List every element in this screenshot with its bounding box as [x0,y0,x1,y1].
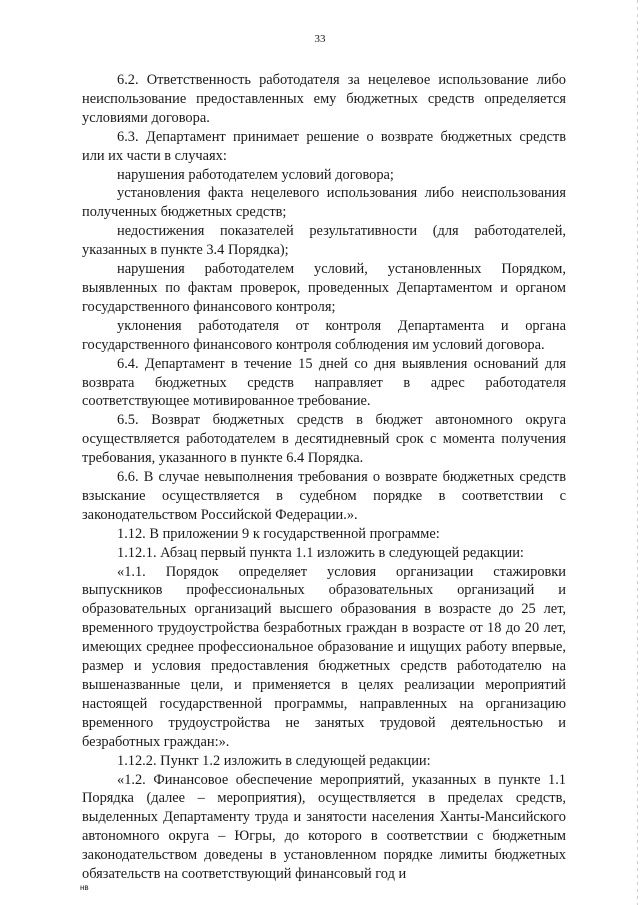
document-body [82,71,566,884]
paragraph-6-2: 6.2. Ответственность работодателя за нецелевое использование либо неиспользование предоставленных ему бюджетных средств определяется условиями договора. [82,72,566,126]
scan-edge [637,0,638,905]
footer-initials: нв [80,883,89,892]
paragraph-1-1-quote: «1.1. Порядок определяет условия организации стажировки выпускников профессиональных образовательных организаций и образовательных организаций высшего образования в возрасте до 25 лет, временного трудоустройства безработных граждан в возрасте от 18 до 20 лет, имеющих среднее профессиональное образование и ищущих работу впервые, размер и условия предоставления бюджетных средств работодателю на вышеназванные цели, и применяется в целях реализации мероприятий настоящей государственной программы, направленных на организацию временного трудоустройства не занятых трудовой деятельностью и безработных граждан:». [82,563,566,750]
page-number: 33 [314,33,326,45]
paragraph-1-2-quote: «1.2. Финансовое обеспечение мероприятий, указанных в пункте 1.1 Порядка (далее – мероприятия), осуществляется в пределах средств, выделенных Департаменту труда и занятости населения Ханты-Мансийского автономного округа – Югры, до которого в соответствии с бюджетным законодательством доведены в установленном порядке лимиты бюджетных обязательств на соответствующий финансовый год и [82,771,566,883]
paragraph-6-6: 6.6. В случае невыполнения требования о возврате бюджетных средств взыскание осуществляется в судебном порядке в соответствии с законодательством Российской Федерации.». [82,469,566,523]
paragraph-1-12-1: 1.12.1. Абзац первый пункта 1.1 изложить в следующей редакции: [117,544,524,561]
list-item-evasion-control: уклонения работодателя от контроля Департамента и органа государственного финансового контроля соблюдения им условий договора. [82,317,566,353]
paragraph-6-4: 6.4. Департамент в течение 15 дней со дня выявления оснований для возврата бюджетных средств направляет в адрес работодателя соответствующее мотивированное требование. [82,355,566,410]
list-item-violation-conditions: нарушения работодателем условий договора; [117,166,394,183]
list-item-audit-violations: нарушения работодателем условий, установленных Порядком, выявленных по фактам проверок, проведенных Департаментом и органом государственного финансового контроля; [82,261,566,315]
paragraph-1-12: 1.12. В приложении 9 к государственной программе: [117,525,440,542]
paragraph-1-12-2: 1.12.2. Пункт 1.2 изложить в следующей редакции: [117,752,431,769]
list-item-performance-indicators: недостижения показателей результативности (для работодателей, указанных в пункте 3.4 Порядка); [82,223,566,259]
paragraph-6-3: 6.3. Департамент принимает решение о возврате бюджетных средств или их части в случаях: [82,128,566,164]
list-item-misuse: установления факта нецелевого использования либо неиспользования полученных бюджетных средств; [82,185,566,221]
paragraph-6-5: 6.5. Возврат бюджетных средств в бюджет автономного округа осуществляется работодателем в десятидневный срок с момента получения требования, указанного в пункте 6.4 Порядка. [82,412,566,467]
